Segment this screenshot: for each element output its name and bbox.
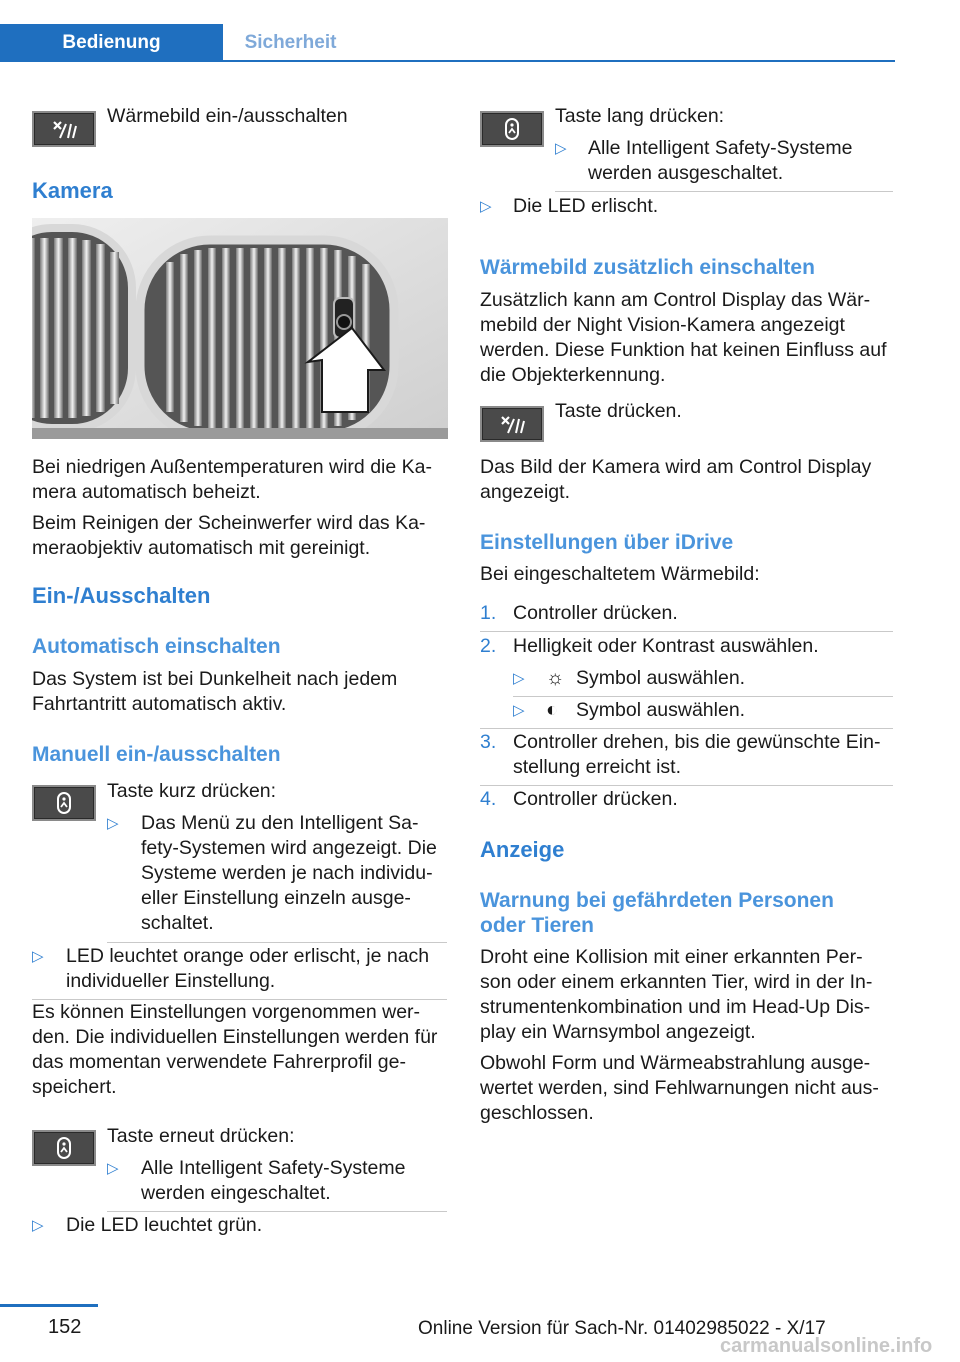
triangle-bullet-icon: ▷ [107,815,119,832]
step-4-text: Controller drücken. [513,788,678,810]
camera-para1-line2: mera automatisch beheizt. [32,481,261,503]
step-3-line2: stellung erreicht ist. [513,756,681,778]
thermal-toggle-text: Wärmebild ein-/ausschalten [107,105,348,127]
brightness-icon: ☼ [546,667,565,689]
step-number: 2. [480,635,497,657]
step-number: 3. [480,731,497,753]
heading-waermebild-zusaetzlich: Wärmebild zusätzlich einschalten [480,256,815,279]
menu-line5: schaltet. [141,912,214,934]
list-separator [107,942,447,943]
image-line2: angezeigt. [480,481,570,503]
long-press-text: Taste lang drücken: [555,105,725,127]
intelligent-safety-icon [51,1137,77,1159]
all-on-line1: Alle Intelligent Safety-Systeme [141,1157,406,1179]
step-1-text: Controller drücken. [513,602,678,624]
heading-automatisch-einschalten: Automatisch einschalten [32,635,281,658]
warn-line4: play ein Warnsymbol angezeigt. [480,1021,756,1043]
thermal-line2: mebild der Night Vision-Kamera angezeigt [480,314,845,336]
triangle-bullet-icon: ▷ [513,702,525,719]
warn-line2: son oder einem erkannten Tier, wird in der In‐ [480,971,873,993]
triangle-bullet-icon: ▷ [480,198,492,215]
night-vision-button [32,111,96,147]
thermal-line4: die Objekterkennung. [480,364,666,386]
heading-anzeige: Anzeige [480,837,565,862]
press-again-text: Taste erneut drücken: [107,1125,295,1147]
brightness-symbol-text: Symbol auswählen. [576,667,746,689]
idrive-intro: Bei eingeschaltetem Wärmebild: [480,563,760,585]
page-number: 152 [48,1316,82,1338]
all-off-line1: Alle Intelligent Safety-Systeme [588,137,853,159]
step-number: 4. [480,788,497,810]
all-on-line2: werden eingeschaltet. [141,1182,331,1204]
tab-sicherheit[interactable]: Sicherheit [244,32,337,53]
watermark: carmanualsonline.info [720,1335,933,1357]
thermal-line1: Zusätzlich kann am Control Display das Wär‐ [480,289,871,311]
intelligent-safety-button [480,111,544,147]
all-off-line2: werden ausgeschaltet. [588,162,784,184]
warn-line3: strumentenkombination und im Head-Up Dis‐ [480,996,871,1018]
camera-para2-line1: Beim Reinigen der Scheinwerfer wird das Ka‐ [32,512,426,534]
settings-line1: Es können Einstellungen vorgenommen wer‐ [32,1001,421,1023]
heading-warnung-line1: Warnung bei gefährdeten Personen [480,889,834,912]
press-button-text: Taste drücken. [555,400,682,422]
list-separator [555,191,893,192]
led-green-text: Die LED leuchtet grün. [66,1214,263,1236]
triangle-bullet-icon: ▷ [513,670,525,687]
warn-line7: geschlossen. [480,1102,594,1124]
intelligent-safety-icon [499,118,525,140]
intelligent-safety-icon [51,792,77,814]
settings-line4: speichert. [32,1076,117,1098]
list-separator [513,696,893,697]
heading-manuell: Manuell ein-/ausschalten [32,743,281,766]
contrast-icon: ◐ [546,699,559,721]
short-press-text: Taste kurz drücken: [107,780,277,802]
list-separator [107,1211,447,1212]
list-separator [480,631,893,632]
step-2-text: Helligkeit oder Kontrast auswählen. [513,635,819,657]
heading-warnung-line2: oder Tieren [480,914,594,937]
night-vision-icon [51,118,77,140]
list-separator [480,728,893,729]
step-number: 1. [480,602,497,624]
camera-para2-line2: meraobjektiv automatisch mit gereinigt. [32,537,371,559]
warn-line5: Obwohl Form und Wärmeabstrahlung ausge‐ [480,1052,871,1074]
step-3-line1: Controller drehen, bis die gewünschte Ein‐ [513,731,881,753]
triangle-bullet-icon: ▷ [107,1160,119,1177]
triangle-bullet-icon: ▷ [555,140,567,157]
header-tabs [0,24,895,62]
contrast-symbol-text: Symbol auswählen. [576,699,746,721]
tab-bedienung[interactable]: Bedienung [0,24,223,61]
online-version-text: Online Version für Sach-Nr. 01402985022 - X/17 [418,1318,826,1339]
camera-grille-photo [32,218,448,439]
footer-accent-line [0,1304,98,1307]
image-line1: Das Bild der Kamera wird am Control Display [480,456,872,478]
night-vision-button [480,406,544,442]
camera-para1-line1: Bei niedrigen Außentemperaturen wird die Ka‐ [32,456,432,478]
triangle-bullet-icon: ▷ [32,948,44,965]
heading-kamera: Kamera [32,178,113,203]
menu-line1: Das Menü zu den Intelligent Sa‐ [141,812,419,834]
menu-line2: fety-Systemen wird angezeigt. Die [141,837,437,859]
settings-line3: das momentan verwendete Fahrerprofil ge‐ [32,1051,406,1073]
led-line2: individueller Einstellung. [66,970,276,992]
triangle-bullet-icon: ▷ [32,1217,44,1234]
auto-line1: Das System ist bei Dunkelheit nach jedem [32,668,398,690]
warn-line1: Droht eine Kollision mit einer erkannten Per‐ [480,946,863,968]
menu-line3: Systeme werden je nach individu‐ [141,862,433,884]
auto-line2: Fahrtantritt automatisch aktiv. [32,693,287,715]
list-separator [480,785,893,786]
warn-line6: wertet werden, sind Fehlwarnungen nicht aus‐ [480,1077,879,1099]
settings-line2: den. Die individuellen Einstellungen werden für [32,1026,438,1048]
led-line1: LED leuchtet orange oder erlischt, je nach [66,945,430,967]
heading-ein-ausschalten: Ein-/Ausschalten [32,583,211,608]
menu-line4: eller Einstellung einzeln ausge‐ [141,887,411,909]
led-off-text: Die LED erlischt. [513,195,659,217]
thermal-line3: werden. Diese Funktion hat keinen Einfluss auf [480,339,887,361]
night-vision-icon [499,413,525,435]
heading-einstellungen-idrive: Einstellungen über iDrive [480,531,734,554]
intelligent-safety-button [32,785,96,821]
intelligent-safety-button [32,1130,96,1166]
